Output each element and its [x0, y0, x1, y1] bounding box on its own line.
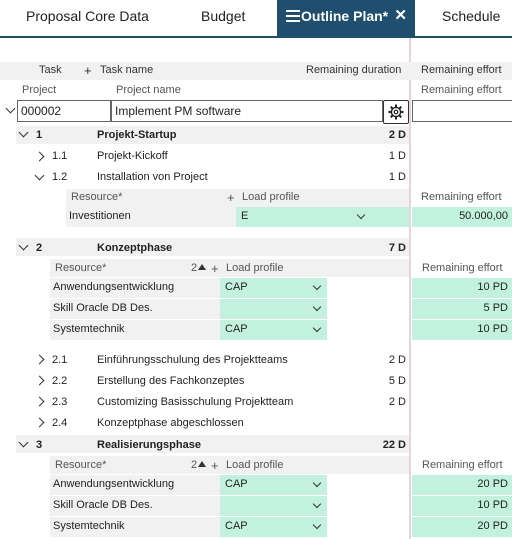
hamburger-icon[interactable]	[286, 10, 300, 25]
load-profile-select[interactable]	[236, 207, 409, 227]
remaining-effort-field[interactable]	[412, 517, 512, 537]
remaining-effort-field[interactable]	[412, 496, 512, 516]
task-name[interactable]: Einführungsschulung des Projektteams	[97, 354, 288, 366]
chevron-down-icon[interactable]	[35, 171, 45, 181]
header-project: Project	[22, 84, 57, 96]
task-name[interactable]: Konzeptphase abgeschlossen	[97, 417, 244, 429]
resource-value: Systemtechnik	[53, 323, 125, 335]
group-duration-3: 22 D	[382, 439, 406, 451]
group-num-3: 3	[36, 439, 43, 451]
header-task-name[interactable]: Task name	[100, 64, 154, 76]
task-num: 1.2	[52, 171, 68, 183]
sort-up-icon[interactable]	[198, 461, 206, 467]
chevron-down-icon	[313, 500, 321, 508]
tab-bar	[0, 0, 512, 38]
chevron-down-icon	[357, 211, 365, 219]
load-profile-select[interactable]	[220, 496, 327, 516]
load-profile-select[interactable]	[220, 299, 327, 319]
chevron-right-icon[interactable]	[35, 355, 45, 365]
resource-value: Systemtechnik	[53, 520, 125, 532]
header-remaining-duration[interactable]: Remaining duration	[306, 64, 402, 76]
task-duration: 1 D	[388, 171, 406, 183]
chevron-right-icon[interactable]	[35, 152, 45, 162]
sort-order: 2	[191, 459, 198, 471]
remaining-effort-field[interactable]	[412, 320, 512, 340]
resource-field[interactable]	[50, 475, 220, 495]
task-name[interactable]: Erstellung des Fachkonzeptes	[97, 375, 245, 387]
resource-field[interactable]	[50, 496, 220, 516]
header-resource[interactable]: Resource*	[55, 459, 107, 471]
chevron-right-icon[interactable]	[35, 397, 45, 407]
task-duration: 1 D	[388, 150, 406, 162]
load-profile-select[interactable]	[220, 320, 327, 340]
remaining-effort-value: 20 PD	[477, 520, 508, 532]
header-remaining-effort-project: Remaining effort	[421, 84, 502, 96]
resource-field[interactable]	[50, 299, 220, 319]
header-load-profile: Load profile	[242, 191, 300, 203]
chevron-down-icon	[313, 282, 321, 290]
group-duration-1: 2 D	[388, 129, 406, 141]
remaining-effort-value: 20 PD	[477, 478, 508, 490]
load-profile-value: CAP	[225, 520, 248, 532]
tab-underline	[0, 36, 512, 38]
header-remaining-effort[interactable]: Remaining effort	[421, 64, 502, 76]
load-profile-value: E	[241, 210, 249, 222]
group-duration-2: 7 D	[388, 242, 406, 254]
task-name[interactable]: Projekt-Kickoff	[97, 150, 168, 162]
resource-value: Anwendungsentwicklung	[53, 478, 175, 490]
remaining-effort-value: 10 PD	[477, 323, 508, 335]
header-remaining-effort: Remaining effort	[422, 262, 503, 274]
project-remaining-effort-field[interactable]	[412, 100, 512, 122]
header-project-name: Project name	[116, 84, 181, 96]
plus-icon[interactable]: +	[227, 190, 235, 205]
remaining-effort-value: 10 PD	[477, 281, 508, 293]
task-num: 2.2	[52, 375, 68, 387]
project-name-field[interactable]	[111, 100, 383, 122]
close-icon[interactable]: ✕	[394, 7, 407, 24]
tab-schedule[interactable]: Schedule	[442, 8, 501, 24]
group-num-2: 2	[36, 242, 43, 254]
resource-value: Skill Oracle DB Des.	[53, 302, 153, 314]
plus-icon[interactable]: +	[84, 63, 92, 78]
task-name[interactable]: Installation von Project	[97, 171, 208, 183]
tab-outline-plan[interactable]	[277, 0, 415, 38]
task-num: 1.1	[52, 150, 68, 162]
remaining-effort-field[interactable]	[412, 278, 512, 298]
group-name-1: Projekt-Startup	[97, 129, 177, 141]
resource-value: Skill Oracle DB Des.	[53, 499, 153, 511]
resource-field[interactable]	[66, 207, 236, 227]
header-load-profile: Load profile	[226, 459, 284, 471]
pane-divider[interactable]	[409, 38, 411, 539]
remaining-effort-field[interactable]	[412, 475, 512, 495]
tab-budget[interactable]: Budget	[201, 8, 246, 24]
task-duration: 2 D	[388, 396, 406, 408]
resource-field[interactable]	[50, 278, 220, 298]
load-profile-value: CAP	[225, 281, 248, 293]
group-num-1: 1	[36, 129, 43, 141]
tab-proposal-core-data[interactable]: Proposal Core Data	[26, 8, 149, 24]
task-num: 2.1	[52, 354, 68, 366]
remaining-effort-value: 50.000,00	[459, 210, 508, 222]
chevron-down-icon	[313, 521, 321, 529]
load-profile-value: CAP	[225, 478, 248, 490]
load-profile-select[interactable]	[220, 517, 327, 537]
load-profile-value: CAP	[225, 323, 248, 335]
load-profile-select[interactable]	[220, 475, 327, 495]
task-num: 2.3	[52, 396, 68, 408]
task-duration: 5 D	[388, 375, 406, 387]
chevron-down-icon	[313, 479, 321, 487]
group-name-3: Realisierungsphase	[97, 439, 201, 451]
chevron-down-icon	[313, 324, 321, 332]
resource-field[interactable]	[50, 517, 220, 537]
header-remaining-effort: Remaining effort	[421, 191, 502, 203]
project-number-field[interactable]	[17, 100, 111, 122]
sort-order: 2	[191, 262, 198, 274]
chevron-down-icon	[313, 303, 321, 311]
chevron-right-icon[interactable]	[35, 376, 45, 386]
header-resource[interactable]: Resource*	[55, 262, 107, 274]
plus-icon[interactable]: +	[211, 458, 219, 473]
header-remaining-effort: Remaining effort	[422, 459, 503, 471]
task-duration: 2 D	[388, 354, 406, 366]
remaining-effort-field[interactable]	[412, 299, 512, 319]
tab-outline-plan-label: Outline Plan*	[301, 8, 389, 24]
remaining-effort-value: 10 PD	[477, 499, 508, 511]
sort-up-icon[interactable]	[198, 264, 206, 270]
header-resource: Resource*	[71, 191, 123, 203]
remaining-effort-field[interactable]	[412, 207, 512, 227]
plus-icon[interactable]: +	[211, 261, 219, 276]
chevron-down-icon[interactable]	[6, 104, 16, 114]
load-profile-select[interactable]	[220, 278, 327, 298]
resource-value: Investitionen	[69, 210, 131, 222]
group-name-2: Konzeptphase	[97, 242, 173, 254]
resource-field[interactable]	[50, 320, 220, 340]
project-name-value: Implement PM software	[115, 104, 242, 118]
chevron-right-icon[interactable]	[35, 418, 45, 428]
remaining-effort-value: 5 PD	[483, 302, 508, 314]
header-task[interactable]: Task	[39, 64, 62, 76]
header-load-profile: Load profile	[226, 262, 284, 274]
gear-icon[interactable]	[383, 100, 409, 124]
task-name[interactable]: Customizing Basisschulung Projektteam	[97, 396, 294, 408]
resource-value: Anwendungsentwicklung	[53, 281, 175, 293]
task-num: 2.4	[52, 417, 68, 429]
project-number-value: 000002	[21, 104, 62, 118]
